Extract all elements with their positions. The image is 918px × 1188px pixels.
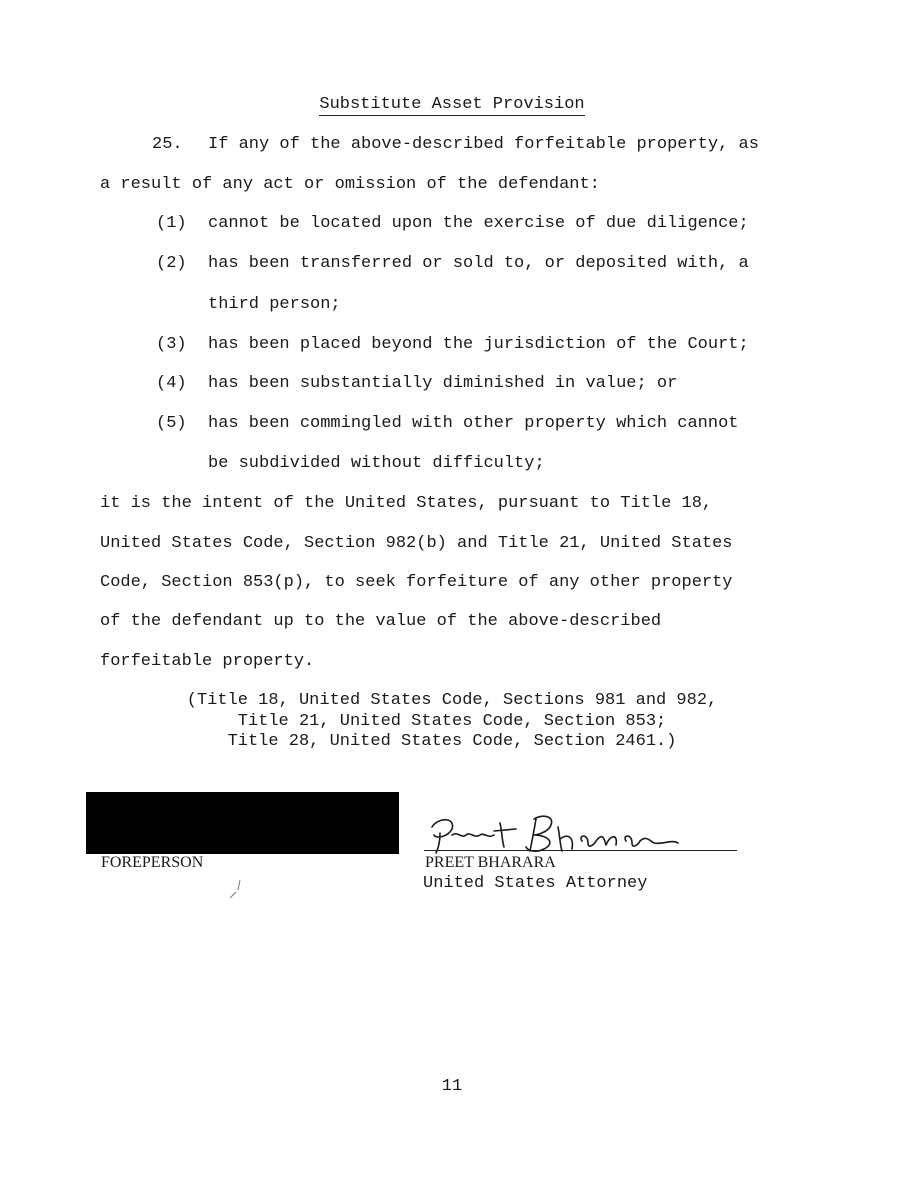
- citation-line: Title 28, United States Code, Section 2461.): [227, 732, 677, 751]
- statutory-citation: [0, 691, 904, 753]
- list-item-number: (4): [156, 374, 187, 393]
- list-item-number: (1): [156, 214, 187, 233]
- paragraph-second-line: a result of any act or omission of the defendant:: [100, 175, 600, 194]
- paragraph-number: 25.: [152, 135, 183, 154]
- citation-line: Title 21, United States Code, Section 853;: [237, 711, 667, 731]
- foreperson-label: FOREPERSON: [101, 854, 204, 871]
- list-item-text: has been transferred or sold to, or deposited with, a: [208, 254, 749, 273]
- list-item-number: (3): [156, 335, 187, 354]
- pen-mark: [226, 878, 244, 900]
- list-item-number: (2): [156, 254, 187, 273]
- page-number: 11: [441, 1077, 463, 1096]
- paragraph-first-line: [152, 135, 759, 154]
- list-item-text: has been commingled with other property which cannot: [208, 414, 739, 433]
- closing-line: it is the intent of the United States, pursuant to Title 18,: [100, 494, 713, 513]
- section-heading: Substitute Asset Provision: [319, 95, 585, 114]
- attorney-title: United States Attorney: [423, 874, 648, 893]
- list-item: [156, 414, 739, 433]
- list-item-text: has been placed beyond the jurisdiction of the Court;: [208, 335, 749, 354]
- closing-line: forfeitable property.: [100, 652, 315, 671]
- closing-line: of the defendant up to the value of the above-described: [100, 612, 662, 631]
- list-item-text: has been substantially diminished in value; or: [208, 374, 678, 393]
- list-item-continuation: be subdivided without difficulty;: [208, 454, 545, 473]
- list-item: [156, 374, 677, 393]
- list-item: [156, 214, 749, 233]
- paragraph-text: If any of the above-described forfeitable property, as: [208, 135, 759, 154]
- list-item-continuation: third person;: [208, 295, 341, 314]
- citation-line: (Title 18, United States Code, Sections 981 and 982,: [186, 691, 718, 710]
- closing-line: Code, Section 853(p), to seek forfeiture of any other property: [100, 573, 733, 592]
- list-item: [156, 254, 749, 273]
- list-item-text: cannot be located upon the exercise of due diligence;: [208, 214, 749, 233]
- list-item: [156, 335, 749, 354]
- redaction-block: [86, 792, 399, 854]
- list-item-number: (5): [156, 414, 187, 433]
- closing-line: United States Code, Section 982(b) and Title 21, United States: [100, 534, 733, 553]
- attorney-name: PREET BHARARA: [425, 854, 556, 871]
